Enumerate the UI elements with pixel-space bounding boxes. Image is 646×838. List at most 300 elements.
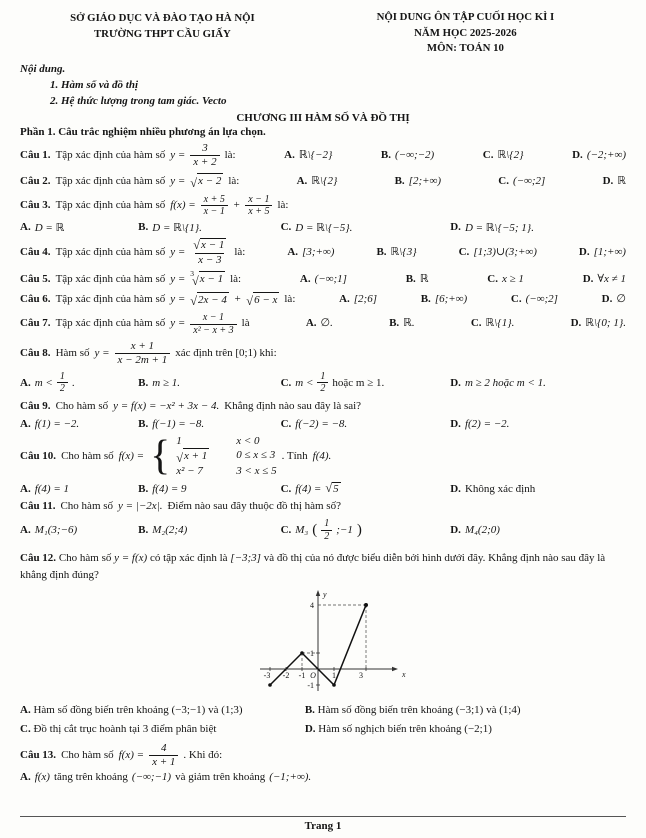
question-paragraph bbox=[20, 550, 626, 583]
option-d bbox=[305, 722, 626, 737]
denominator: 2 bbox=[57, 382, 68, 395]
option-a bbox=[20, 483, 138, 495]
option-letter: D. bbox=[450, 524, 461, 537]
option-letter: D. bbox=[601, 293, 613, 306]
option-c bbox=[487, 272, 524, 287]
numerator: x − 1 bbox=[202, 312, 225, 324]
x-tick-label: -2 bbox=[282, 671, 290, 681]
question-8 bbox=[20, 340, 626, 394]
denominator: x + 2 bbox=[190, 155, 219, 169]
stem-text: Tập xác định của hàm số bbox=[55, 148, 166, 161]
math-lhs: y = bbox=[170, 245, 186, 258]
option-value: D = ℝ\{1}. bbox=[152, 221, 202, 234]
option-value: M₄(2;0) bbox=[464, 524, 500, 537]
question-number: Câu 5. bbox=[20, 272, 51, 285]
radical-icon: √ bbox=[193, 238, 201, 252]
option-c bbox=[281, 371, 451, 395]
title-block bbox=[305, 10, 626, 57]
stem-tail: là: bbox=[230, 272, 242, 285]
radicand: x − 1 bbox=[201, 238, 225, 251]
math-lhs: f(x) = bbox=[170, 198, 196, 211]
option-c bbox=[281, 418, 451, 430]
option-value: f(−2) = −8. bbox=[295, 417, 348, 430]
question-3 bbox=[20, 194, 626, 234]
option-letter: D. bbox=[578, 245, 590, 258]
option-value: ∅. bbox=[320, 317, 333, 330]
stem-text: Tập xác định của hàm số bbox=[55, 317, 166, 330]
case-expression: 1 bbox=[176, 434, 182, 447]
option-value: m ≥ 1. bbox=[152, 376, 180, 389]
stem-text: Cho hàm số bbox=[60, 500, 114, 513]
option-letter: D. bbox=[570, 317, 582, 330]
option-a bbox=[306, 316, 333, 331]
stem-tail: . Khi đó: bbox=[183, 748, 223, 761]
stem-tail: là: bbox=[234, 245, 246, 258]
x-tick-label: -1 bbox=[298, 671, 306, 681]
numerator: 1 bbox=[320, 370, 326, 382]
stem-tail: là: bbox=[228, 174, 240, 187]
option-d bbox=[602, 292, 626, 307]
option-letter: B. bbox=[389, 317, 400, 330]
school-year: NĂM HỌC 2025-2026 bbox=[414, 26, 517, 39]
option-letter: B. bbox=[405, 272, 416, 285]
function-name: y = f(x) bbox=[114, 552, 148, 565]
radicand: 2x − 4 bbox=[197, 292, 229, 308]
sqrt-expression bbox=[176, 448, 209, 464]
case-expression bbox=[176, 448, 220, 464]
question-stem bbox=[20, 292, 295, 308]
case-condition: 3 < x ≤ 5 bbox=[236, 465, 277, 478]
option-letter: A. bbox=[20, 482, 31, 495]
option-b bbox=[421, 292, 467, 307]
stem-tail: . Tính bbox=[281, 449, 308, 462]
y-tick-label: -1 bbox=[307, 681, 314, 691]
option-letter: C. bbox=[280, 376, 292, 389]
option-value: D = ℝ bbox=[34, 221, 65, 234]
option-c bbox=[20, 722, 305, 737]
question-line bbox=[20, 499, 626, 515]
option-value: M₁(3;−6) bbox=[34, 524, 78, 537]
radical-icon: √ bbox=[190, 175, 198, 190]
option-value: x ≥ 1 bbox=[502, 272, 524, 285]
radical-icon: √ bbox=[192, 274, 199, 289]
option-value: m ≥ 2 hoặc m < 1. bbox=[464, 376, 546, 389]
stem-tail: Khẳng định nào sau đây là sai? bbox=[224, 399, 362, 412]
doc-title: NỘI DUNG ÔN TẬP CUỐI HỌC KÌ I bbox=[376, 11, 555, 23]
option-a bbox=[20, 770, 311, 785]
option-letter: B. bbox=[138, 221, 149, 233]
numerator: x + 1 bbox=[130, 340, 155, 353]
option-value: f(1) = −2. bbox=[34, 417, 80, 430]
option-value: f(4) = 9 bbox=[152, 482, 187, 495]
question-number: Câu 1. bbox=[20, 148, 51, 161]
options-grid bbox=[20, 703, 626, 738]
option-value: [3;+∞) bbox=[302, 245, 335, 258]
question-number: Câu 7. bbox=[20, 317, 51, 330]
option-value: tăng trên khoảng bbox=[53, 770, 128, 783]
option-c bbox=[511, 292, 558, 307]
outline-label: Nội dung. bbox=[20, 62, 66, 75]
option-letter: A. bbox=[20, 376, 31, 389]
option-letter: D. bbox=[450, 482, 461, 495]
option-value: ℝ bbox=[419, 272, 429, 285]
brace-icon: { bbox=[150, 433, 171, 480]
option-value: ℝ\{2} bbox=[311, 174, 338, 187]
denominator: x − 1 bbox=[201, 205, 228, 218]
option-letter: C. bbox=[280, 417, 292, 430]
numerator bbox=[190, 238, 229, 254]
option-letter: C. bbox=[280, 524, 292, 537]
sqrt-expression bbox=[325, 482, 340, 495]
fraction bbox=[190, 142, 219, 169]
option-value: [1;3)∪(3;+∞) bbox=[473, 245, 537, 258]
stem-text: Tập xác định của hàm số bbox=[55, 174, 166, 187]
radical-icon: √ bbox=[176, 450, 183, 465]
option-a bbox=[20, 418, 138, 430]
y-axis-label: y bbox=[323, 590, 327, 600]
question-number: Câu 6. bbox=[20, 293, 51, 306]
option-value: . bbox=[71, 376, 75, 389]
page-number: Trang 1 bbox=[304, 820, 342, 832]
x-axis-label: x bbox=[402, 670, 406, 680]
school-block bbox=[20, 10, 305, 57]
function-graph bbox=[228, 585, 418, 697]
option-letter: B. bbox=[376, 245, 387, 258]
option-b bbox=[138, 418, 280, 430]
radicand: 5 bbox=[333, 483, 339, 496]
option-c bbox=[281, 482, 451, 495]
option-c bbox=[498, 174, 545, 189]
stem-tail: là bbox=[241, 317, 250, 330]
question-line bbox=[20, 312, 626, 336]
denominator: x − 3 bbox=[195, 253, 224, 267]
guide-dashes bbox=[302, 605, 366, 669]
stem-text: Tập xác định của hàm số bbox=[55, 272, 166, 285]
option-b bbox=[138, 483, 280, 495]
math-lhs: y = bbox=[170, 317, 186, 330]
option-letter: C. bbox=[510, 293, 522, 306]
case-row bbox=[176, 448, 276, 464]
option-letter: B. bbox=[394, 174, 405, 187]
option-letter: B. bbox=[138, 417, 149, 430]
option-letter: C. bbox=[458, 245, 470, 258]
option-value: (−∞;2] bbox=[512, 174, 546, 187]
numerator: 3 bbox=[202, 141, 208, 154]
question-line bbox=[20, 434, 626, 480]
option-a bbox=[284, 148, 332, 163]
numerator: x − 1 bbox=[248, 193, 270, 205]
option-a bbox=[20, 371, 138, 395]
math-lhs: y = bbox=[170, 272, 186, 285]
option-d bbox=[579, 245, 626, 260]
option-value: [1;+∞) bbox=[593, 245, 626, 258]
radical-icon: √ bbox=[325, 481, 333, 496]
question-number: Câu 4. bbox=[20, 245, 51, 258]
question-stem bbox=[20, 312, 250, 336]
domain-interval: [−3;3] bbox=[230, 552, 261, 565]
option-d bbox=[572, 148, 626, 163]
subject-line: MÔN: TOÁN 10 bbox=[426, 42, 504, 55]
fraction bbox=[321, 518, 332, 542]
option-value: (−∞;1] bbox=[314, 272, 347, 285]
question-line bbox=[20, 292, 626, 308]
question-2 bbox=[20, 173, 626, 189]
origin-label: O bbox=[310, 671, 316, 681]
option-b bbox=[305, 703, 626, 718]
option-value: D = ℝ\{−5; 1}. bbox=[464, 221, 534, 234]
numerator: 4 bbox=[160, 741, 167, 754]
fraction bbox=[149, 742, 178, 769]
option-value: [2;+∞) bbox=[408, 174, 442, 187]
option-letter: B. bbox=[304, 704, 315, 717]
option-letter: A. bbox=[284, 148, 295, 161]
question-12 bbox=[20, 546, 626, 738]
case-row bbox=[176, 434, 276, 449]
option-letter: A. bbox=[20, 417, 31, 430]
option-d bbox=[450, 221, 626, 234]
question-stem bbox=[20, 238, 245, 268]
option-d bbox=[571, 316, 626, 331]
math-lhs: f(x) = bbox=[118, 449, 145, 462]
stem-text: có tập xác định là bbox=[149, 552, 228, 565]
question-number: Câu 2. bbox=[20, 174, 51, 187]
radical-icon: √ bbox=[246, 294, 254, 309]
question-line bbox=[20, 238, 626, 268]
question-line bbox=[20, 340, 626, 367]
option-letter: D. bbox=[572, 148, 583, 161]
option-value: và giảm trên khoảng bbox=[175, 770, 266, 783]
option-value: M₃ bbox=[295, 524, 309, 537]
option-letter: C. bbox=[482, 148, 494, 161]
content-outline bbox=[20, 62, 626, 110]
options-row bbox=[20, 482, 626, 495]
part-title: Phần 1. Câu trắc nghiệm nhiều phương án lựa chọn. bbox=[20, 125, 266, 138]
option-letter: C. bbox=[280, 482, 292, 495]
option-b bbox=[138, 377, 280, 389]
stem-text: Tập xác định của hàm số bbox=[55, 198, 166, 211]
y-tick-label: 4 bbox=[310, 601, 314, 611]
option-letter: D. bbox=[450, 221, 461, 233]
question-1 bbox=[20, 142, 626, 169]
sqrt-expression bbox=[193, 238, 226, 252]
outline-item-1: 1. Hàm số và đồ thị bbox=[50, 78, 139, 91]
question-7 bbox=[20, 312, 626, 336]
question-stem bbox=[20, 173, 239, 189]
option-value: f(4) = 1 bbox=[34, 482, 70, 495]
option-a bbox=[300, 272, 347, 287]
denominator: x + 5 bbox=[245, 205, 272, 218]
option-letter: D. bbox=[304, 723, 316, 736]
plus-operator: + bbox=[232, 198, 241, 211]
option-letter: B. bbox=[420, 293, 431, 306]
option-letter: A. bbox=[20, 524, 31, 537]
option-d bbox=[450, 377, 626, 389]
math-lhs: y = bbox=[94, 347, 110, 360]
option-value: f(x) bbox=[34, 770, 50, 783]
math-lhs: y = bbox=[170, 148, 186, 161]
option-a bbox=[20, 221, 138, 234]
outline-item-2: 2. Hệ thức lượng trong tam giác. Vecto bbox=[50, 94, 227, 107]
math-lhs: f(x) = bbox=[118, 748, 145, 761]
option-c bbox=[281, 518, 451, 542]
y-axis-arrow-icon bbox=[316, 590, 320, 596]
stem-tail: Điểm nào sau đây thuộc đồ thị hàm số? bbox=[167, 500, 341, 513]
department-name: SỞ GIÁO DỤC VÀ ĐÀO TẠO HÀ NỘI bbox=[70, 12, 255, 24]
x-tick-label: 1 bbox=[332, 671, 336, 681]
option-letter: A. bbox=[305, 317, 317, 330]
option-value: hoặc m ≥ 1. bbox=[332, 376, 385, 389]
option-value: D = ℝ\{−5}. bbox=[295, 221, 353, 234]
option-value: M₂(2;4) bbox=[152, 524, 188, 537]
question-number: Câu 13. bbox=[20, 748, 57, 761]
question-number: Câu 11. bbox=[20, 500, 56, 513]
stem-tail: xác định trên [0;1) khi: bbox=[175, 347, 277, 360]
denominator: x − 2m + 1 bbox=[115, 353, 171, 367]
fraction bbox=[245, 194, 272, 218]
option-value: ℝ. bbox=[403, 317, 415, 330]
option-letter: C. bbox=[20, 723, 31, 736]
option-b bbox=[376, 245, 416, 260]
option-letter: D. bbox=[450, 417, 461, 430]
fraction bbox=[201, 194, 228, 218]
option-letter: D. bbox=[450, 376, 461, 389]
option-value: (−∞;−1) bbox=[131, 770, 172, 783]
option-c bbox=[471, 316, 515, 331]
question-5 bbox=[20, 271, 626, 287]
numerator: 1 bbox=[324, 518, 330, 530]
option-letter: C. bbox=[280, 221, 292, 233]
option-a bbox=[20, 524, 138, 536]
radicand: 6 − x bbox=[253, 292, 279, 308]
option-value: ℝ\{0; 1}. bbox=[585, 317, 626, 330]
question-6 bbox=[20, 292, 626, 308]
y-tick-label: 1 bbox=[310, 649, 314, 659]
option-letter: B. bbox=[138, 376, 149, 389]
option-b bbox=[138, 524, 280, 536]
option-value: (−∞;2] bbox=[525, 293, 558, 306]
case-row bbox=[176, 464, 276, 479]
option-b bbox=[406, 272, 429, 287]
question-line bbox=[20, 142, 626, 169]
option-letter: B. bbox=[380, 148, 392, 161]
question-9 bbox=[20, 399, 626, 430]
option-value: (−1;+∞). bbox=[269, 770, 312, 783]
options-row bbox=[20, 221, 626, 234]
option-b bbox=[381, 148, 434, 163]
chapter-title: CHƯƠNG III HÀM SỐ VÀ ĐỒ THỊ bbox=[236, 111, 410, 124]
numerator: 1 bbox=[59, 370, 65, 382]
option-letter: C. bbox=[470, 317, 482, 330]
x-tick-label: -3 bbox=[263, 671, 271, 681]
option-value: f(4) = bbox=[295, 482, 322, 495]
question-10 bbox=[20, 434, 626, 496]
option-value: Đồ thị cắt trục hoành tại 3 điểm phân biệt bbox=[33, 723, 217, 736]
fraction bbox=[115, 340, 171, 367]
option-value: Hàm số nghịch biến trên khoảng (−2;1) bbox=[318, 723, 492, 736]
option-a bbox=[339, 292, 377, 307]
school-name: TRƯỜNG THPT CẦU GIẤY bbox=[93, 28, 231, 41]
option-a bbox=[287, 245, 334, 260]
question-line bbox=[20, 173, 626, 189]
radical-icon: √ bbox=[190, 294, 198, 309]
option-b bbox=[389, 316, 415, 331]
option-value: ℝ bbox=[617, 174, 626, 187]
options-row bbox=[20, 769, 626, 785]
x-tick-label: 3 bbox=[359, 671, 363, 681]
radicand: x + 1 bbox=[184, 450, 208, 463]
option-letter: A. bbox=[20, 770, 31, 783]
fraction bbox=[317, 371, 328, 395]
option-value: (−∞;−2) bbox=[395, 148, 435, 161]
fraction bbox=[190, 238, 229, 268]
option-c bbox=[483, 148, 524, 163]
question-4 bbox=[20, 238, 626, 268]
stem-text: Tập xác định của hàm số bbox=[55, 245, 166, 258]
option-value: [6;+∞) bbox=[434, 293, 468, 306]
math-lhs: y = bbox=[170, 293, 186, 306]
option-letter: A. bbox=[287, 245, 299, 258]
document-header bbox=[20, 10, 626, 57]
option-d bbox=[583, 272, 626, 287]
question-11 bbox=[20, 499, 626, 542]
page-footer bbox=[20, 812, 626, 832]
question-line bbox=[20, 399, 626, 415]
options-row bbox=[20, 518, 626, 542]
sqrt-expression bbox=[190, 173, 223, 189]
question-number: Câu 8. bbox=[20, 347, 51, 360]
option-value: Hàm số đồng biến trên khoảng (−3;−1) và (1;3) bbox=[33, 704, 243, 717]
stem-text: Tập xác định của hàm số bbox=[55, 293, 166, 306]
question-line bbox=[20, 742, 626, 769]
stem-text: Hàm số bbox=[55, 347, 90, 360]
denominator: x² − x + 3 bbox=[190, 324, 236, 337]
option-letter: A. bbox=[296, 174, 308, 187]
question-number: Câu 9. bbox=[20, 399, 51, 412]
case-expression: x² − 7 bbox=[176, 465, 203, 478]
option-letter: A. bbox=[299, 272, 311, 285]
stem-tail: là: bbox=[277, 198, 289, 211]
option-letter: D. bbox=[602, 174, 614, 187]
question-13 bbox=[20, 742, 626, 785]
plus-operator: + bbox=[233, 293, 242, 306]
option-letter: C. bbox=[498, 174, 509, 187]
option-value: ;−1 bbox=[336, 524, 353, 537]
option-c bbox=[281, 221, 451, 234]
function-formula: y = |−2x|. bbox=[118, 500, 163, 513]
question-number: Câu 12. bbox=[20, 552, 57, 565]
case-condition: 0 ≤ x ≤ 3 bbox=[236, 449, 276, 462]
sqrt-expression bbox=[190, 292, 229, 308]
denominator: x + 1 bbox=[149, 755, 178, 769]
root-index: 3 bbox=[190, 269, 195, 279]
option-d bbox=[450, 483, 626, 495]
x-axis-arrow-icon bbox=[392, 667, 398, 671]
q12-graph-figure bbox=[228, 585, 418, 700]
stem-tail: là: bbox=[284, 293, 296, 306]
option-value: ∀x ≠ 1 bbox=[597, 272, 626, 285]
option-letter: C. bbox=[487, 272, 498, 285]
question-stem bbox=[20, 142, 236, 169]
option-value: m < bbox=[295, 376, 314, 389]
case-condition: x < 0 bbox=[236, 434, 260, 447]
option-d bbox=[450, 524, 626, 536]
stem-text: Cho hàm số bbox=[61, 449, 114, 462]
stem-text: Cho hàm số bbox=[55, 399, 109, 412]
stem-text: Cho hàm số bbox=[61, 748, 114, 761]
math-lhs: y = bbox=[170, 174, 186, 187]
piecewise-cases bbox=[176, 434, 276, 480]
option-letter: A. bbox=[20, 704, 31, 717]
